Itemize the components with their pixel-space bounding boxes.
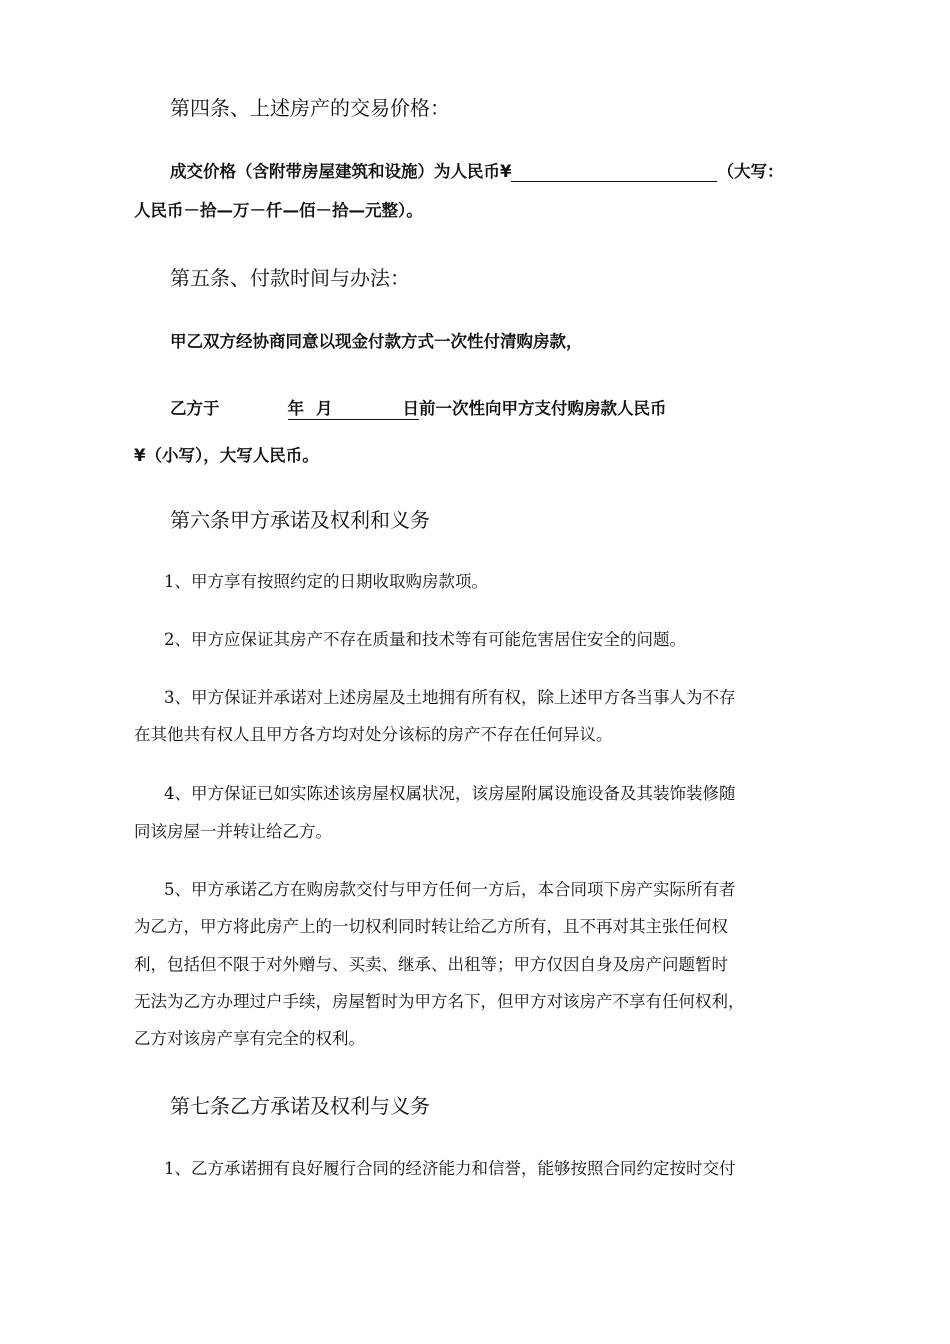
article-5-heading: 第五条、付款时间与办法： bbox=[170, 266, 410, 290]
day-label: 日 bbox=[402, 399, 419, 418]
article-7-item-1-line-1: 1、乙方承诺拥有良好履行合同的经济能力和信誉，能够按照合同约定按时交付 bbox=[164, 1159, 736, 1178]
article-5-date-line bbox=[170, 395, 667, 420]
payment-suffix: 前一次性向甲方支付购房款人民币 bbox=[419, 399, 667, 418]
article-6-item-5-line-3: 利，包括但不限于对外赠与、买卖、继承、出租等；甲方仅因自身及房产问题暂时 bbox=[134, 955, 728, 974]
article-4-price-line bbox=[170, 158, 783, 182]
article-4-heading: 第四条、上述房产的交易价格： bbox=[170, 96, 450, 120]
article-6-heading: 第六条甲方承诺及权利和义务 bbox=[170, 508, 430, 532]
article-6-item-5-line-1: 5、甲方承诺乙方在购房款交付与甲方任何一方后，本合同项下房产实际所有者 bbox=[164, 880, 736, 899]
price-blank bbox=[511, 163, 717, 182]
article-6-item-3-line-2: 在其他共有权人且甲方各方均对处分该标的房产不存在任何异议。 bbox=[134, 725, 613, 744]
price-suffix: （大写： bbox=[717, 162, 784, 181]
party-b-label: 乙方于 bbox=[170, 399, 220, 418]
article-6-item-2: 2、甲方应保证其房产不存在质量和技术等有可能危害居住安全的问题。 bbox=[164, 630, 686, 649]
month-label: 月 bbox=[316, 399, 333, 418]
year-label: 年 bbox=[287, 399, 304, 418]
article-6-item-4-line-1: 4、甲方保证已如实陈述该房屋权属状况，该房屋附属设施设备及其装饰装修随 bbox=[164, 784, 736, 803]
date-blank bbox=[288, 395, 420, 420]
article-6-item-5-line-4: 无法为乙方办理过户手续，房屋暂时为甲方名下，但甲方对该房产不享有任何权利， bbox=[134, 992, 745, 1011]
article-6-item-5-line-5: 乙方对该房产享有完全的权利。 bbox=[134, 1029, 365, 1048]
article-5-amount: ¥（小写），大写人民币。 bbox=[134, 446, 319, 465]
article-6-item-4-line-2: 同该房屋一并转让给乙方。 bbox=[134, 822, 332, 841]
price-prefix: 成交价格（含附带房屋建筑和设施）为人民币¥ bbox=[170, 162, 512, 181]
article-4-price-words: 人民币－拾—万－仟—佰－拾—元整）。 bbox=[134, 201, 423, 220]
article-7-heading: 第七条乙方承诺及权利与义务 bbox=[170, 1094, 430, 1118]
article-6-item-1: 1、甲方享有按照约定的日期收取购房款项。 bbox=[164, 572, 488, 591]
article-5-method: 甲乙双方经协商同意以现金付款方式一次性付清购房款， bbox=[170, 332, 583, 351]
article-6-item-5-line-2: 为乙方，甲方将此房产上的一切权利同时转让给乙方所有，且不再对其主张任何权 bbox=[134, 917, 728, 936]
article-6-item-3-line-1: 3、甲方保证并承诺对上述房屋及土地拥有所有权，除上述甲方各当事人为不存 bbox=[164, 688, 736, 707]
